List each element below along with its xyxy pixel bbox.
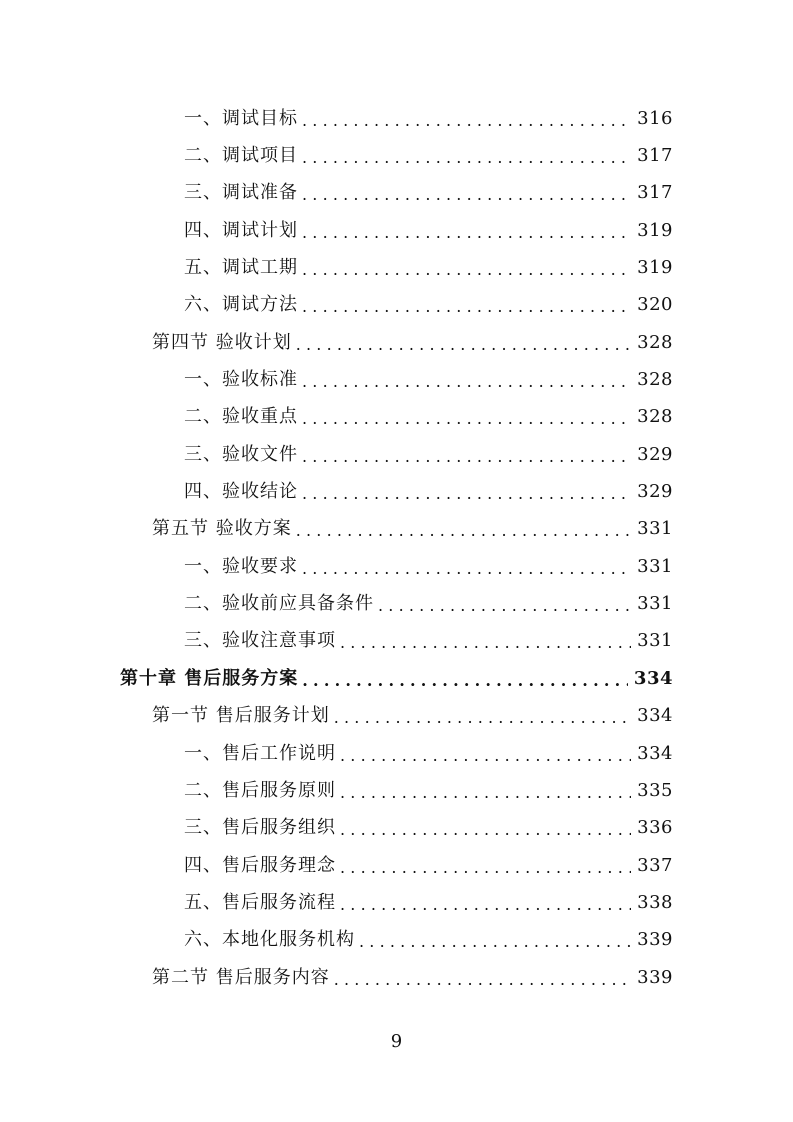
toc-entry-title: 三、调试准备 (184, 182, 298, 204)
toc-entry-page: 334 (637, 705, 673, 727)
toc-entry[interactable] (0, 473, 793, 510)
toc-entry[interactable] (0, 249, 793, 286)
toc-entry-title: 五、调试工期 (184, 257, 298, 279)
toc-entry-title: 二、售后服务原则 (184, 779, 336, 801)
toc-entry-title: 四、售后服务理念 (184, 854, 336, 876)
toc-entry-title: 四、验收结论 (184, 481, 298, 503)
toc-entry-title: 第五节 验收方案 (152, 518, 292, 540)
toc-entry-page: 331 (637, 555, 673, 577)
toc-entry[interactable] (0, 735, 793, 772)
toc-entry[interactable] (0, 884, 793, 921)
toc-entry[interactable] (0, 623, 793, 660)
toc-entry[interactable] (0, 847, 793, 884)
dot-leader (302, 113, 631, 129)
toc-entry[interactable] (0, 922, 793, 959)
dot-leader (302, 673, 628, 689)
toc-entry[interactable] (0, 772, 793, 809)
toc-entry-page: 320 (637, 294, 673, 316)
toc-entry-title: 第二节 售后服务内容 (152, 966, 330, 988)
toc-entry[interactable] (0, 287, 793, 324)
toc-entry-page: 328 (637, 406, 673, 428)
dot-leader (378, 598, 631, 614)
dot-leader (340, 748, 631, 764)
toc-entry[interactable] (0, 137, 793, 174)
toc-entry-title: 三、验收文件 (184, 443, 298, 465)
toc-entry-title: 第四节 验收计划 (152, 331, 292, 353)
dot-leader (296, 337, 631, 353)
toc-entry-title: 三、售后服务组织 (184, 817, 336, 839)
dot-leader (302, 486, 631, 502)
toc-entry-page: 331 (637, 518, 673, 540)
toc-entry[interactable] (0, 436, 793, 473)
toc-entry-page: 316 (637, 107, 673, 129)
toc-entry-page: 328 (637, 369, 673, 391)
toc-entry-page: 334 (637, 742, 673, 764)
dot-leader (340, 897, 631, 913)
dot-leader (340, 822, 631, 838)
toc-entry[interactable] (0, 175, 793, 212)
toc-entry-title: 四、调试计划 (184, 219, 298, 241)
dot-leader (302, 225, 631, 241)
toc-entry[interactable] (0, 361, 793, 398)
toc-entry[interactable] (0, 100, 793, 137)
toc-entry-page: 317 (637, 182, 673, 204)
toc-entry-page: 331 (637, 630, 673, 652)
dot-leader (302, 150, 631, 166)
dot-leader (340, 860, 631, 876)
toc-entry-page: 319 (637, 257, 673, 279)
toc-entry-title: 一、验收要求 (184, 555, 298, 577)
toc-entry[interactable] (0, 810, 793, 847)
toc-entry-page: 339 (637, 929, 673, 951)
toc-entry-title: 第一节 售后服务计划 (152, 705, 330, 727)
dot-leader (302, 299, 631, 315)
toc-entry-page: 328 (637, 331, 673, 353)
toc-entry-page: 335 (637, 779, 673, 801)
dot-leader (302, 411, 631, 427)
toc-entry-title: 六、本地化服务机构 (184, 929, 355, 951)
toc-entry-page: 331 (637, 593, 673, 615)
toc-entry-page: 336 (637, 817, 673, 839)
table-of-contents (0, 100, 793, 996)
toc-entry-page: 338 (637, 891, 673, 913)
toc-entry-page: 339 (637, 966, 673, 988)
toc-entry-page: 319 (637, 219, 673, 241)
toc-entry-title: 第十章 售后服务方案 (120, 667, 299, 689)
toc-entry-title: 五、售后服务流程 (184, 891, 336, 913)
dot-leader (302, 561, 631, 577)
toc-entry-title: 一、售后工作说明 (184, 742, 336, 764)
toc-entry-title: 三、验收注意事项 (184, 630, 336, 652)
dot-leader (296, 523, 631, 539)
dot-leader (359, 934, 631, 950)
dot-leader (302, 262, 631, 278)
toc-entry-title: 一、调试目标 (184, 107, 298, 129)
dot-leader (334, 972, 631, 988)
dot-leader (302, 449, 631, 465)
toc-entry-page: 337 (637, 854, 673, 876)
toc-entry[interactable] (0, 585, 793, 622)
toc-entry[interactable] (0, 212, 793, 249)
toc-section-entry[interactable] (0, 698, 793, 735)
toc-entry-title: 二、验收前应具备条件 (184, 593, 374, 615)
dot-leader (340, 635, 631, 651)
dot-leader (302, 187, 631, 203)
toc-entry-title: 六、调试方法 (184, 294, 298, 316)
dot-leader (302, 374, 631, 390)
toc-entry-title: 二、验收重点 (184, 406, 298, 428)
dot-leader (340, 785, 631, 801)
toc-chapter-entry[interactable] (0, 660, 793, 697)
toc-entry-page: 329 (637, 443, 673, 465)
toc-entry[interactable] (0, 399, 793, 436)
toc-entry-title: 一、验收标准 (184, 369, 298, 391)
dot-leader (334, 710, 631, 726)
toc-entry-page: 317 (637, 145, 673, 167)
toc-section-entry[interactable] (0, 511, 793, 548)
toc-entry-page: 334 (633, 667, 673, 689)
toc-section-entry[interactable] (0, 324, 793, 361)
toc-entry[interactable] (0, 548, 793, 585)
toc-entry-page: 329 (637, 481, 673, 503)
page-number: 9 (390, 1031, 403, 1052)
toc-section-entry[interactable] (0, 959, 793, 996)
toc-entry-title: 二、调试项目 (184, 145, 298, 167)
